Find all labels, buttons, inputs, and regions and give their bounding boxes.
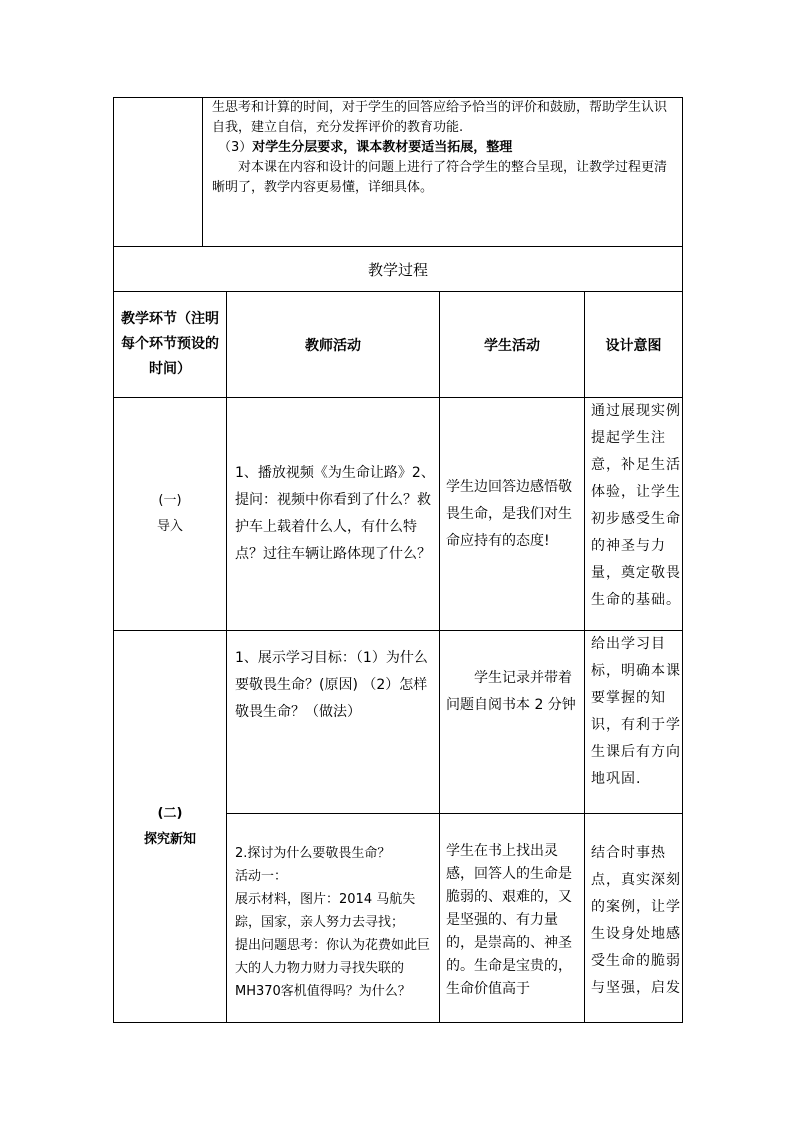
lesson-plan-table bbox=[113, 97, 683, 1023]
teacher-activity-cell bbox=[227, 814, 440, 1023]
stage-cell-intro bbox=[114, 398, 227, 631]
teacher-activity-cell: 1、展示学习目标：（1）为什么要敬畏生命？(原因) （2）怎样敬畏生命？（做法） bbox=[227, 631, 440, 814]
student-activity-cell: 学生记录并带着问题自阅书本 2 分钟 bbox=[440, 631, 585, 814]
header-intent: 设计意图 bbox=[585, 292, 683, 398]
teacher-line: 提出问题思考：你认为花费如此巨大的人力物力财力寻找失联的MH370客机值得吗？为什么？ bbox=[235, 938, 431, 999]
design-intent-cell: 给出学习目标，明确本课要掌握的知识，有利于学生课后有方向地巩固. bbox=[585, 631, 683, 814]
stage-row-intro bbox=[114, 398, 683, 631]
section-title-row bbox=[114, 247, 683, 292]
tiering-line bbox=[212, 138, 678, 158]
teacher-line: 展示材料，图片：2014 马航失踪，国家，亲人努力去寻找； bbox=[235, 892, 416, 930]
teacher-activity-cell: 1、播放视频《为生命让路》2、提问：视频中你看到了什么？救护车上载着什么人，有什么特点？过往车辆让路体现了什么？ bbox=[227, 398, 440, 631]
evaluation-text-cell bbox=[203, 98, 683, 247]
header-stage: 教学环节（注明每个环节预设的时间） bbox=[114, 292, 227, 398]
tiering-number: （3） bbox=[218, 140, 253, 155]
stage-number: (一) bbox=[158, 493, 182, 508]
design-intent-cell: 通过展现实例提起学生注意，补足生活体验，让学生初步感受生命的神圣与力量，奠定敬畏生命的基础。 bbox=[585, 398, 683, 631]
integration-paragraph: 对本课在内容和设计的问题上进行了符合学生的整合呈现，让教学过程更清晰明了，教学内容更易懂，详细具体。 bbox=[212, 160, 668, 195]
empty-label-cell bbox=[114, 98, 203, 247]
stage-cell-explore bbox=[114, 631, 227, 1023]
evaluation-row bbox=[114, 98, 683, 247]
stage-name: 探究新知 bbox=[143, 831, 196, 847]
teacher-line: 活动一： bbox=[235, 869, 288, 884]
tiering-heading: 对学生分层要求，课本教材要适当拓展，整理 bbox=[252, 140, 513, 155]
stage-name: 导入 bbox=[156, 519, 183, 534]
stage-row-explore-goals bbox=[114, 631, 683, 814]
header-teacher: 教师活动 bbox=[227, 292, 440, 398]
teacher-line: 2.探讨为什么要敬畏生命？ bbox=[235, 846, 391, 861]
header-student: 学生活动 bbox=[440, 292, 585, 398]
student-activity-cell: 学生边回答边感悟敬畏生命，是我们对生命应持有的态度! bbox=[440, 398, 585, 631]
section-title: 教学过程 bbox=[114, 247, 683, 292]
evaluation-paragraph: 生思考和计算的时间，对于学生的回答应给予恰当的评价和鼓励，帮助学生认识自我，建立自信，充分发挥评价的教育功能. bbox=[212, 100, 668, 135]
stage-number: (二) bbox=[157, 805, 183, 821]
header-row bbox=[114, 292, 683, 398]
design-intent-cell: 结合时事热点，真实深刻的案例，让学生设身处地感受生命的脆弱与坚强，启发 bbox=[585, 814, 683, 1023]
student-activity-cell: 学生在书上找出灵感，回答人的生命是脆弱的、艰难的，又是坚强的、有力量的，是崇高的、神圣的。生命是宝贵的，生命价值高于 bbox=[440, 814, 585, 1023]
